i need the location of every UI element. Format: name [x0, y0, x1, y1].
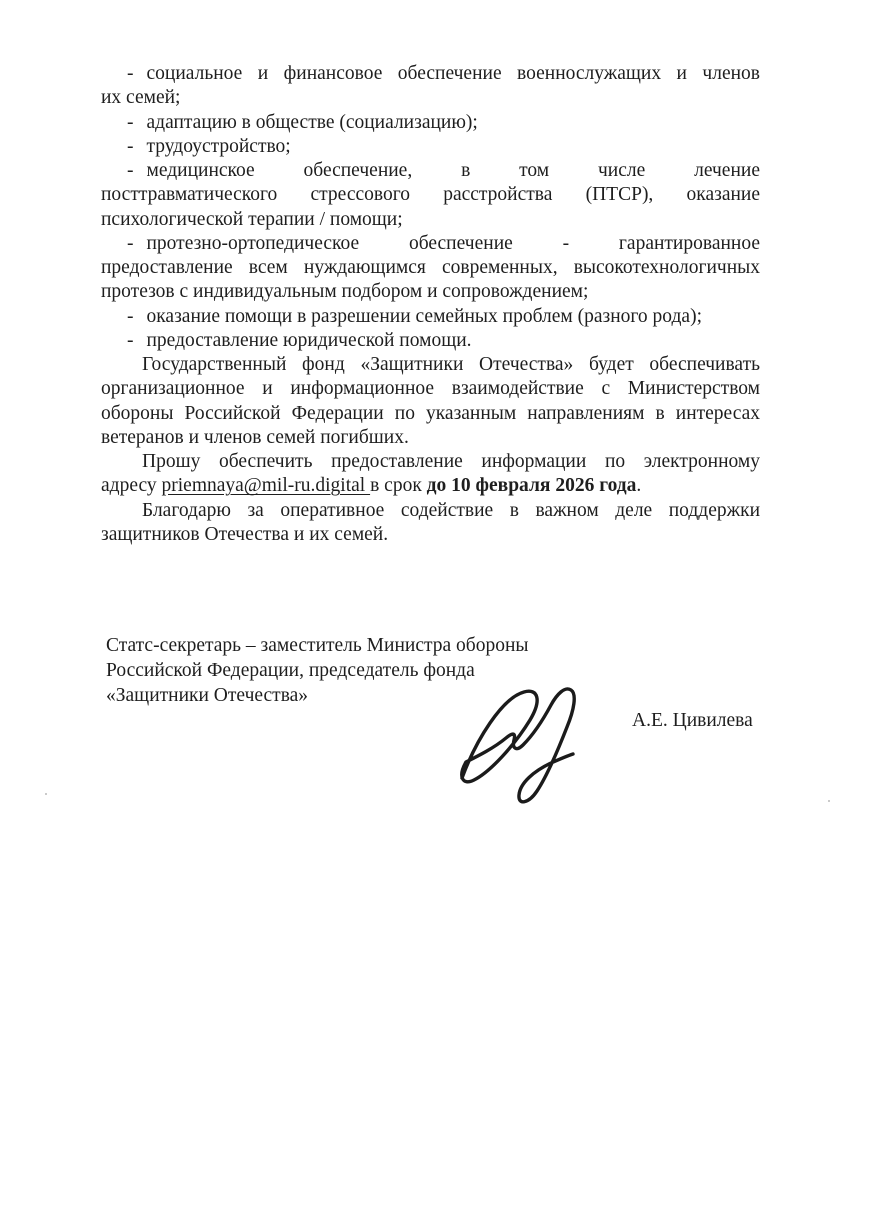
line-text: Российской Федерации, председатель фонда [106, 660, 475, 681]
email-link[interactable]: priemnaya@mil-ru.digital [161, 475, 371, 497]
list-marker: - [127, 160, 134, 181]
text-line-with-email [101, 474, 760, 498]
signer-title-line [106, 633, 586, 658]
scan-speck [828, 800, 830, 802]
list-line [101, 135, 760, 159]
text-line [101, 499, 760, 523]
list-marker: - [127, 63, 134, 84]
text-line [101, 353, 760, 377]
text-line [101, 450, 760, 474]
text-line [101, 86, 760, 110]
text-line [101, 208, 760, 232]
list-line [101, 159, 760, 183]
text-line [101, 256, 760, 280]
line-text: предоставление юридической помощи. [146, 329, 472, 351]
list-marker: - [127, 232, 134, 254]
line-text: адресу [101, 475, 162, 497]
line-text: протезов с индивидуальным подбором и сопровождением; [101, 281, 589, 303]
signer-title-line [106, 658, 586, 683]
signer-name: А.Е. Цивилева [632, 710, 753, 731]
line-text: медицинское обеспечение, в том числе лечение [146, 160, 760, 181]
text-line [101, 280, 760, 304]
line-text: психологической терапии / помощи; [101, 208, 403, 230]
list-marker: - [127, 329, 134, 351]
line-text: в срок [370, 475, 427, 497]
line-text: посттравматического стрессового расстройства (ПТСР), оказание [101, 184, 760, 206]
line-text: предоставление всем нуждающимся современных, высокотехнологичных [101, 257, 760, 278]
line-text: «Защитники Отечества» [106, 685, 309, 706]
deadline-text: до 10 февраля 2026 года [426, 475, 637, 497]
list-line [101, 329, 760, 353]
text-line [101, 377, 760, 401]
list-line [101, 305, 760, 329]
text-line [101, 183, 760, 207]
line-text: протезно-ортопедическое обеспечение - гарантированное [146, 232, 760, 254]
line-text: организационное и информационное взаимодействие с Министерством [101, 378, 760, 400]
line-text: адаптацию в обществе (социализацию); [146, 111, 478, 133]
scan-speck [45, 793, 47, 795]
text-line [101, 523, 760, 547]
list-line [101, 62, 760, 86]
line-text: социальное и финансовое обеспечение военнослужащих и членов [146, 63, 760, 84]
list-marker: - [127, 111, 134, 133]
line-text: Статс-секретарь – заместитель Министра обороны [106, 635, 529, 656]
text-line [101, 426, 760, 450]
list-marker: - [127, 305, 134, 327]
line-text: Благодарю за оперативное содействие в важном деле поддержки [142, 499, 760, 521]
list-line [101, 232, 760, 256]
line-text: оказание помощи в разрешении семейных проблем (разного рода); [146, 305, 702, 327]
line-text: защитников Отечества и их семей. [101, 523, 389, 545]
line-text: их семей; [101, 87, 181, 109]
line-text: обороны Российской Федерации по указанным направлениям в интересах [101, 402, 760, 424]
list-marker: - [127, 135, 134, 157]
line-text: Государственный фонд «Защитники Отечества» будет обеспечивать [142, 354, 760, 375]
line-text: Прошу обеспечить предоставление информации по электронному [142, 451, 760, 472]
line-text: ветеранов и членов семей погибших. [101, 426, 409, 448]
handwritten-signature-icon [452, 684, 590, 808]
list-line [101, 111, 760, 135]
line-text: . [636, 475, 642, 497]
line-text: трудоустройство; [146, 135, 291, 157]
text-line [101, 402, 760, 426]
letter-body [101, 62, 760, 547]
